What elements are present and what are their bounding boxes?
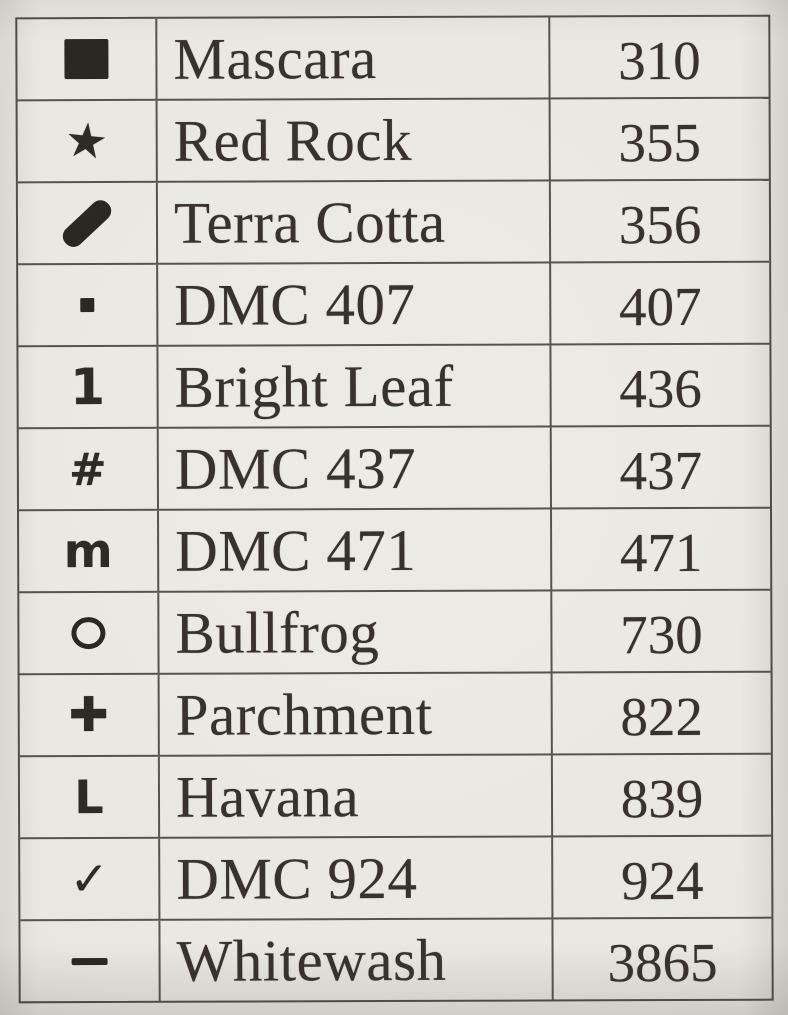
thread-number: 3865 xyxy=(607,931,718,993)
thread-name: Mascara xyxy=(157,17,550,98)
thread-number: 839 xyxy=(620,767,704,829)
symbol-cell xyxy=(19,593,159,673)
thread-number: 437 xyxy=(619,439,703,501)
thread-name: DMC 471 xyxy=(159,509,552,590)
symbol-cell xyxy=(18,265,158,345)
small-square-icon xyxy=(80,298,94,312)
thread-number: 310 xyxy=(618,29,701,91)
symbol-cell xyxy=(18,183,158,263)
digit-one-symbol-icon: 1 xyxy=(70,358,106,417)
dash-icon xyxy=(72,958,108,965)
thread-number: 436 xyxy=(619,357,702,419)
thread-name: DMC 407 xyxy=(158,263,551,344)
symbol-cell xyxy=(18,101,158,181)
hash-symbol-icon: # xyxy=(68,442,107,496)
thread-number: 407 xyxy=(618,275,702,337)
thread-name: Bright Leaf xyxy=(158,345,551,426)
legend-row xyxy=(18,261,769,346)
legend-row xyxy=(20,753,771,838)
checkmark-icon: ✓ xyxy=(69,851,110,907)
filled-square-icon xyxy=(64,39,108,79)
thread-number: 355 xyxy=(618,111,702,173)
diagonal-bar-icon xyxy=(59,196,116,251)
thread-name: Parchment xyxy=(160,673,553,754)
thread-name: Bullfrog xyxy=(159,591,552,672)
symbol-cell xyxy=(18,347,158,427)
symbol-cell xyxy=(19,511,159,591)
legend-row xyxy=(19,589,770,674)
star-icon: ★ xyxy=(62,111,111,172)
legend-row xyxy=(20,835,771,920)
thread-number: 471 xyxy=(619,521,703,583)
legend-row xyxy=(18,179,769,264)
symbol-cell xyxy=(20,921,160,1001)
legend-row xyxy=(17,17,768,100)
letter-l-symbol-icon: L xyxy=(74,770,104,825)
heavy-plus-icon: ✚ xyxy=(68,686,109,744)
legend-row xyxy=(20,917,771,1002)
legend-row xyxy=(20,671,771,756)
thread-number: 356 xyxy=(618,193,702,255)
thread-number: 730 xyxy=(620,603,703,665)
thread-number: 924 xyxy=(620,849,704,911)
legend-row xyxy=(18,343,769,428)
thread-name: Red Rock xyxy=(158,99,551,180)
thread-name: Whitewash xyxy=(160,919,553,1000)
symbol-cell xyxy=(20,675,160,755)
symbol-cell xyxy=(20,757,160,837)
thread-name: DMC 924 xyxy=(160,837,553,918)
thread-number: 822 xyxy=(620,685,704,747)
color-key-table xyxy=(15,15,773,1004)
thread-name: Terra Cotta xyxy=(158,181,551,262)
symbol-cell xyxy=(17,19,157,99)
legend-row xyxy=(18,97,769,182)
legend-row xyxy=(19,507,770,592)
legend-row xyxy=(19,425,770,510)
letter-m-symbol-icon: m xyxy=(63,523,113,579)
thread-name: Havana xyxy=(160,755,553,836)
circle-outline-icon xyxy=(71,617,105,649)
symbol-cell xyxy=(20,839,160,919)
symbol-cell xyxy=(19,429,159,509)
thread-name: DMC 437 xyxy=(159,427,552,508)
